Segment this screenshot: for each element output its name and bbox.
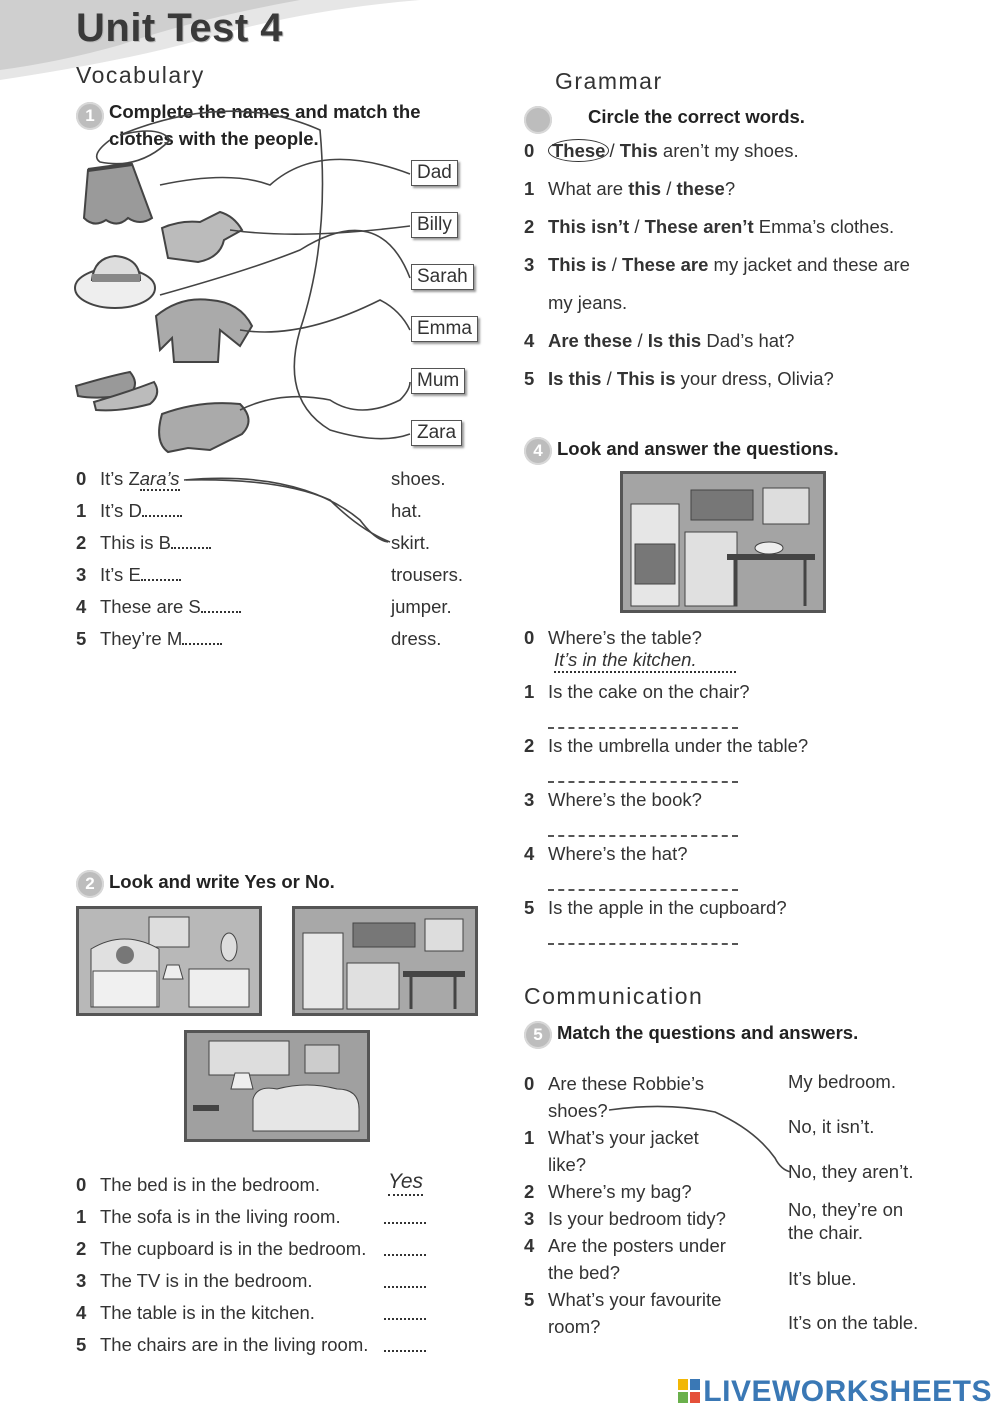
ex2-item-2: 2 The cupboard is in the bedroom. [76, 1238, 436, 1270]
exercise-4-instruction: Look and answer the questions. [557, 438, 839, 459]
ex3-item-2: 2 This isn’t / These aren’t Emma’s clothes. [524, 216, 895, 237]
ex5-question-3: 3 Is your bedroom tidy? [524, 1208, 726, 1229]
ex2-answer-4[interactable] [384, 1304, 426, 1320]
ex1-item-0: 0 It’s Zara’s shoes. [76, 468, 446, 489]
ex1-item-5: 5 They’re M dress. [76, 628, 442, 649]
ex1-answer-5[interactable] [182, 629, 222, 645]
name-box-mum: Mum [411, 368, 465, 394]
ex1-example-line [180, 470, 400, 550]
ex4-answer-4[interactable] [548, 887, 738, 891]
ex5-question-0: 0 Are these Robbie’s shoes? [524, 1073, 704, 1121]
ex2-item-1: 1 The sofa is in the living room. [76, 1206, 436, 1238]
ex3-option[interactable]: these [676, 178, 725, 199]
ex1-answer-3[interactable] [141, 565, 181, 581]
ex2-answer-5[interactable] [384, 1336, 426, 1352]
exercise-5-number: 5 [524, 1021, 552, 1049]
ex3-option[interactable]: This isn’t [548, 216, 630, 237]
ex3-item-5: 5 Is this / This is your dress, Olivia? [524, 368, 834, 389]
ex4-item-3: 3 Where’s the book? [524, 789, 924, 843]
ex4-item-1: 1 Is the cake on the chair? [524, 681, 924, 735]
ex4-answer-3[interactable] [548, 833, 738, 837]
ex3-option[interactable]: This is [548, 254, 607, 275]
ex2-answer-2[interactable] [384, 1240, 426, 1256]
exercise-1-instruction: Complete the names and match the clothes with the people. [109, 101, 421, 149]
ex2-answer-0: Yes [388, 1170, 423, 1196]
ex3-item-1: 1 What are this / these? [524, 178, 736, 199]
exercise-2-instruction: Look and write Yes or No. [109, 871, 335, 892]
name-box-sarah: Sarah [411, 264, 474, 290]
liveworksheets-logo: LIVEWORKSHEETS [678, 1375, 992, 1409]
ex4-answer-1[interactable] [548, 725, 738, 729]
ex3-option[interactable]: this [628, 178, 662, 199]
page-title: Unit Test 4 [76, 6, 284, 50]
name-box-zara: Zara [411, 420, 462, 446]
ex1-item-3: 3 It’s E trousers. [76, 564, 463, 585]
kitchen-question-picture [620, 471, 826, 613]
ex4-answer-2[interactable] [548, 779, 738, 783]
name-box-dad: Dad [411, 160, 458, 186]
ex3-circled-answer: These [548, 139, 609, 162]
ex1-item-2: 2 This is B skirt. [76, 532, 431, 553]
ex1-item-1: 1 It’s D hat. [76, 500, 422, 521]
ex1-answer-4[interactable] [201, 597, 241, 613]
ex5-answer-d-cont: the chair. [788, 1222, 864, 1243]
exercise-4-number: 4 [524, 437, 552, 465]
exercise-3-number [524, 106, 552, 134]
ex4-answer-0: It’s in the kitchen. [554, 649, 736, 673]
ex3-option[interactable]: These aren’t [644, 216, 754, 237]
vocabulary-heading: Vocabulary [76, 62, 205, 88]
grammar-heading: Grammar [555, 68, 663, 94]
name-box-billy: Billy [411, 212, 458, 238]
ex4-item-5: 5 Is the apple in the cupboard? [524, 897, 924, 951]
communication-heading: Communication [524, 983, 704, 1009]
ex5-answer-d[interactable]: No, they’re on [788, 1199, 904, 1220]
ex3-option[interactable]: These are [622, 254, 709, 275]
ex3-item-3-cont: my jeans. [548, 292, 628, 313]
ex5-answer-c[interactable]: No, they aren’t. [788, 1161, 914, 1182]
ex5-example-line [605, 1100, 795, 1180]
ex3-item-3: 3 This is / These are my jacket and these are [524, 254, 910, 275]
ex2-answer-3[interactable] [384, 1272, 426, 1288]
ex3-item-4: 4 Are these / Is this Dad’s hat? [524, 330, 795, 351]
ex4-item-2: 2 Is the umbrella under the table? [524, 735, 924, 789]
ex5-question-2: 2 Where’s my bag? [524, 1181, 692, 1202]
ex3-option[interactable]: This is [616, 368, 676, 389]
ex2-item-3: 3 The TV is in the bedroom. [76, 1270, 436, 1302]
ex4-answer-5[interactable] [548, 941, 738, 945]
ex4-item-4: 4 Where’s the hat? [524, 843, 924, 897]
ex4-item-0: 0 Where’s the table? It’s in the kitchen. [524, 627, 924, 681]
kitchen-picture [292, 906, 478, 1016]
ex5-answer-e[interactable]: It’s blue. [788, 1268, 857, 1289]
ex1-answer-0: ara’s [139, 468, 180, 489]
ex3-item-0: 0 These / This aren’t my shoes. [524, 140, 799, 161]
name-box-emma: Emma [411, 316, 478, 342]
ex1-answer-1[interactable] [142, 501, 182, 517]
bedroom-picture [76, 906, 262, 1016]
ex2-item-5: 5 The chairs are in the living room. [76, 1334, 436, 1366]
exercise-2-number: 2 [76, 870, 104, 898]
ex2-item-0: 0 The bed is in the bedroom. Yes [76, 1170, 424, 1195]
ex1-item-4: 4 These are S jumper. [76, 596, 452, 617]
ex3-option[interactable]: Is this [548, 368, 602, 389]
logo-icon [678, 1379, 700, 1403]
ex5-question-5: 5 What’s your favourite room? [524, 1289, 722, 1337]
ex3-option[interactable]: Are these [548, 330, 633, 351]
exercise-1-number: 1 [76, 102, 104, 130]
ex5-answer-b[interactable]: No, it isn’t. [788, 1116, 875, 1137]
ex2-answer-1[interactable] [384, 1208, 426, 1224]
living-room-picture [184, 1030, 370, 1142]
ex3-option[interactable]: Is this [647, 330, 702, 351]
ex5-question-1: 1 What’s your jacket like? [524, 1127, 699, 1175]
exercise-5-instruction: Match the questions and answers. [557, 1022, 859, 1043]
ex5-answer-f[interactable]: It’s on the table. [788, 1312, 919, 1333]
exercise-3-instruction: Circle the correct words. [588, 106, 805, 127]
ex5-question-4: 4 Are the posters under the bed? [524, 1235, 726, 1283]
ex2-item-4: 4 The table is in the kitchen. [76, 1302, 436, 1334]
ex5-answer-a[interactable]: My bedroom. [788, 1071, 896, 1092]
